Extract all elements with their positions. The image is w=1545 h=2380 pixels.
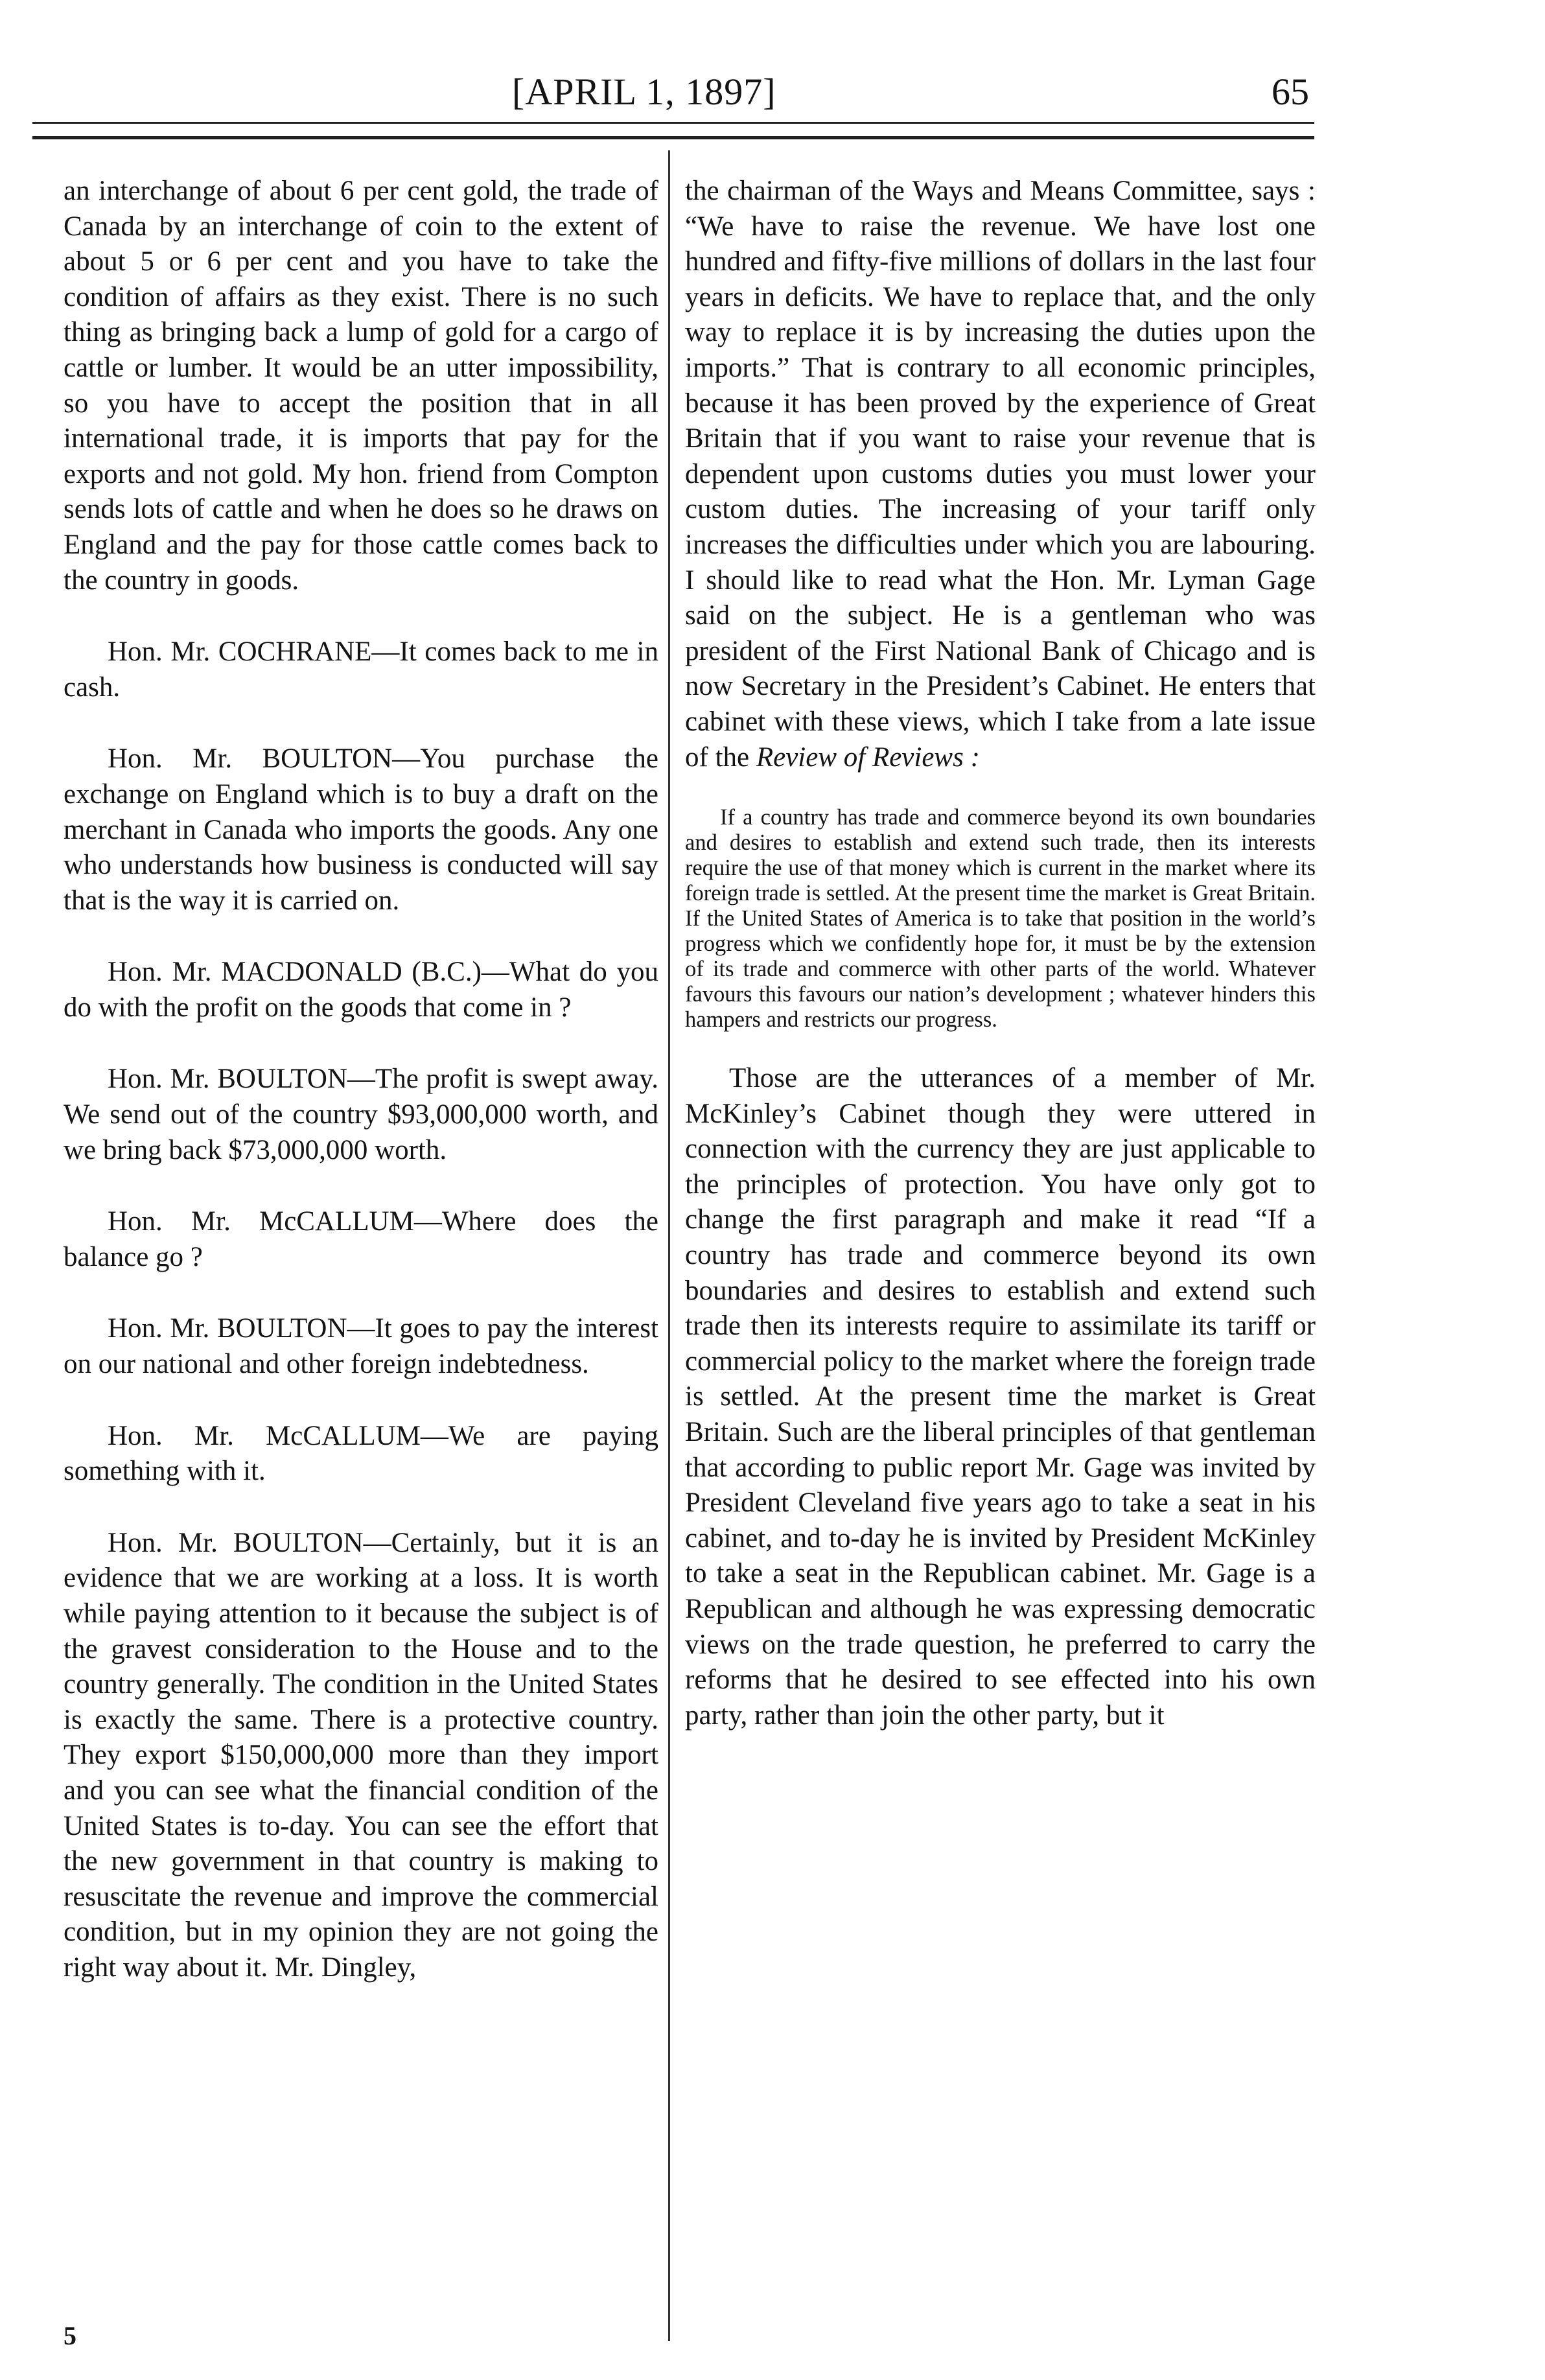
left-paragraph: Hon. Mr. McCALLUM—We are paying something with it. (64, 1420, 658, 1487)
right-paragraph-1-text: the chairman of the Ways and Means Committee, says : “We have to raise the revenue. We have lost one hundred and fifty-five millions of dollars in the last four years in deficits. We have to replace that, and the only way to replace it is by increasing the duties upon the imports.” That is contrary to all economic principles, because it has been proved by the experience of Great Britain that if you want to raise your revenue that is dependent upon customs duties you must lower your custom duties. The increasing of your tariff only increases the difficulties under which you are labouring. I should like to read what the Hon. Mr. Lyman Gage said on the subject. He is a gentleman who was president of the First National Bank of Chicago and is now Secretary in the President’s Cabinet. He enters that cabinet with these views, which I take from a late issue of the (685, 176, 1316, 773)
column-divider (668, 150, 670, 2341)
header-rule-thin (32, 122, 1314, 124)
page-number: 65 (1272, 71, 1309, 113)
left-paragraph: an interchange of about 6 per cent gold, the trade of Canada by an interchange of coin to the extent of about 5 or 6 per cent and you have to take the condition of affairs as they exist. There is no such thing as bringing back a lump of gold for a cargo of cattle or lumber. It would be an utter impossibility, so you have to accept the position that in all international trade, it is imports that pay for the exports and not gold. My hon. friend from Compton sends lots of cattle and when he does so he draws on England and the pay for those cattle comes back to the country in goods. (64, 176, 658, 596)
right-paragraph-1 (685, 174, 1316, 775)
left-paragraph: Hon. Mr. BOULTON—It goes to pay the interest on our national and other foreign indebtedness. (64, 1313, 658, 1380)
left-paragraph: Hon. Mr. BOULTON—The profit is swept away. We send out of the country $93,000,000 worth, and we bring back $73,000,000 worth. (64, 1064, 658, 1165)
right-paragraph-2: Those are the utterances of a member of Mr. McKinley’s Cabinet though they were uttered in connection with the currency they are just applicable to the principles of protection. You have only got to change the first paragraph and make it read “If a country has trade and commerce beyond its own boundaries and desires to establish and extend such trade then its interests require to assimilate its tariff or commercial policy to the market where the foreign trade is settled. At the present time the market is Great Britain. Such are the liberal principles of that gentleman that according to public report Mr. Gage was invited by President Cleveland five years ago to take a seat in his cabinet, and to-day he is invited by President McKinley to take a seat in the Republican cabinet. Mr. Gage is a Republican and although he was expressing democratic views on the trade question, he preferred to carry the reforms that he desired to see effected into his own party, rather than join the other party, but it (685, 1063, 1316, 1731)
left-paragraph: Hon. Mr. COCHRANE—It comes back to me in cash. (64, 636, 658, 703)
right-column (685, 174, 1316, 1733)
header-rule-thick (32, 136, 1314, 139)
signature-mark: 5 (64, 2321, 76, 2350)
review-of-reviews-title: Review of Reviews : (756, 741, 980, 773)
header-date: [APRIL 1, 1897] (512, 71, 776, 113)
left-paragraph: Hon. Mr. McCALLUM—Where does the balance go ? (64, 1206, 658, 1272)
block-quote (685, 805, 1316, 1032)
quote-text: If a country has trade and commerce beyond its own boundaries and desires to establish and extend such trade, then its interests require the use of that money which is current in the market where its foreign trade is settled. At the present time the market is Great Britain. If the United States of America is to take that position in the world’s progress which we confidently hope for, it must be by the extension of its trade and commerce with other parts of the world. Whatever favours this favours our nation’s development ; whatever hinders this hampers and restricts our progress. (685, 805, 1316, 1032)
page-header (0, 65, 1545, 143)
left-column (64, 174, 658, 1986)
left-paragraph: Hon. Mr. BOULTON—You purchase the exchange on England which is to buy a draft on the merchant in Canada who imports the goods. Any one who understands how business is conducted will say that is the way it is carried on. (64, 743, 658, 916)
left-paragraph: Hon. Mr. MACDONALD (B.C.)—What do you do with the profit on the goods that come in ? (64, 957, 658, 1023)
left-paragraph: Hon. Mr. BOULTON—Certainly, but it is an evidence that we are working at a loss. It is worth while paying attention to it because the subject is of the gravest consideration to the House and to the country generally. The condition in the United States is exactly the same. There is a protective country. They export $150,000,000 more than they import and you can see what the financial condition of the United States is to-day. You can see the effort that the new government in that country is making to resuscitate the revenue and improve the commercial condition, but in my opinion they are not going the right way about it. Mr. Dingley, (64, 1527, 658, 1983)
